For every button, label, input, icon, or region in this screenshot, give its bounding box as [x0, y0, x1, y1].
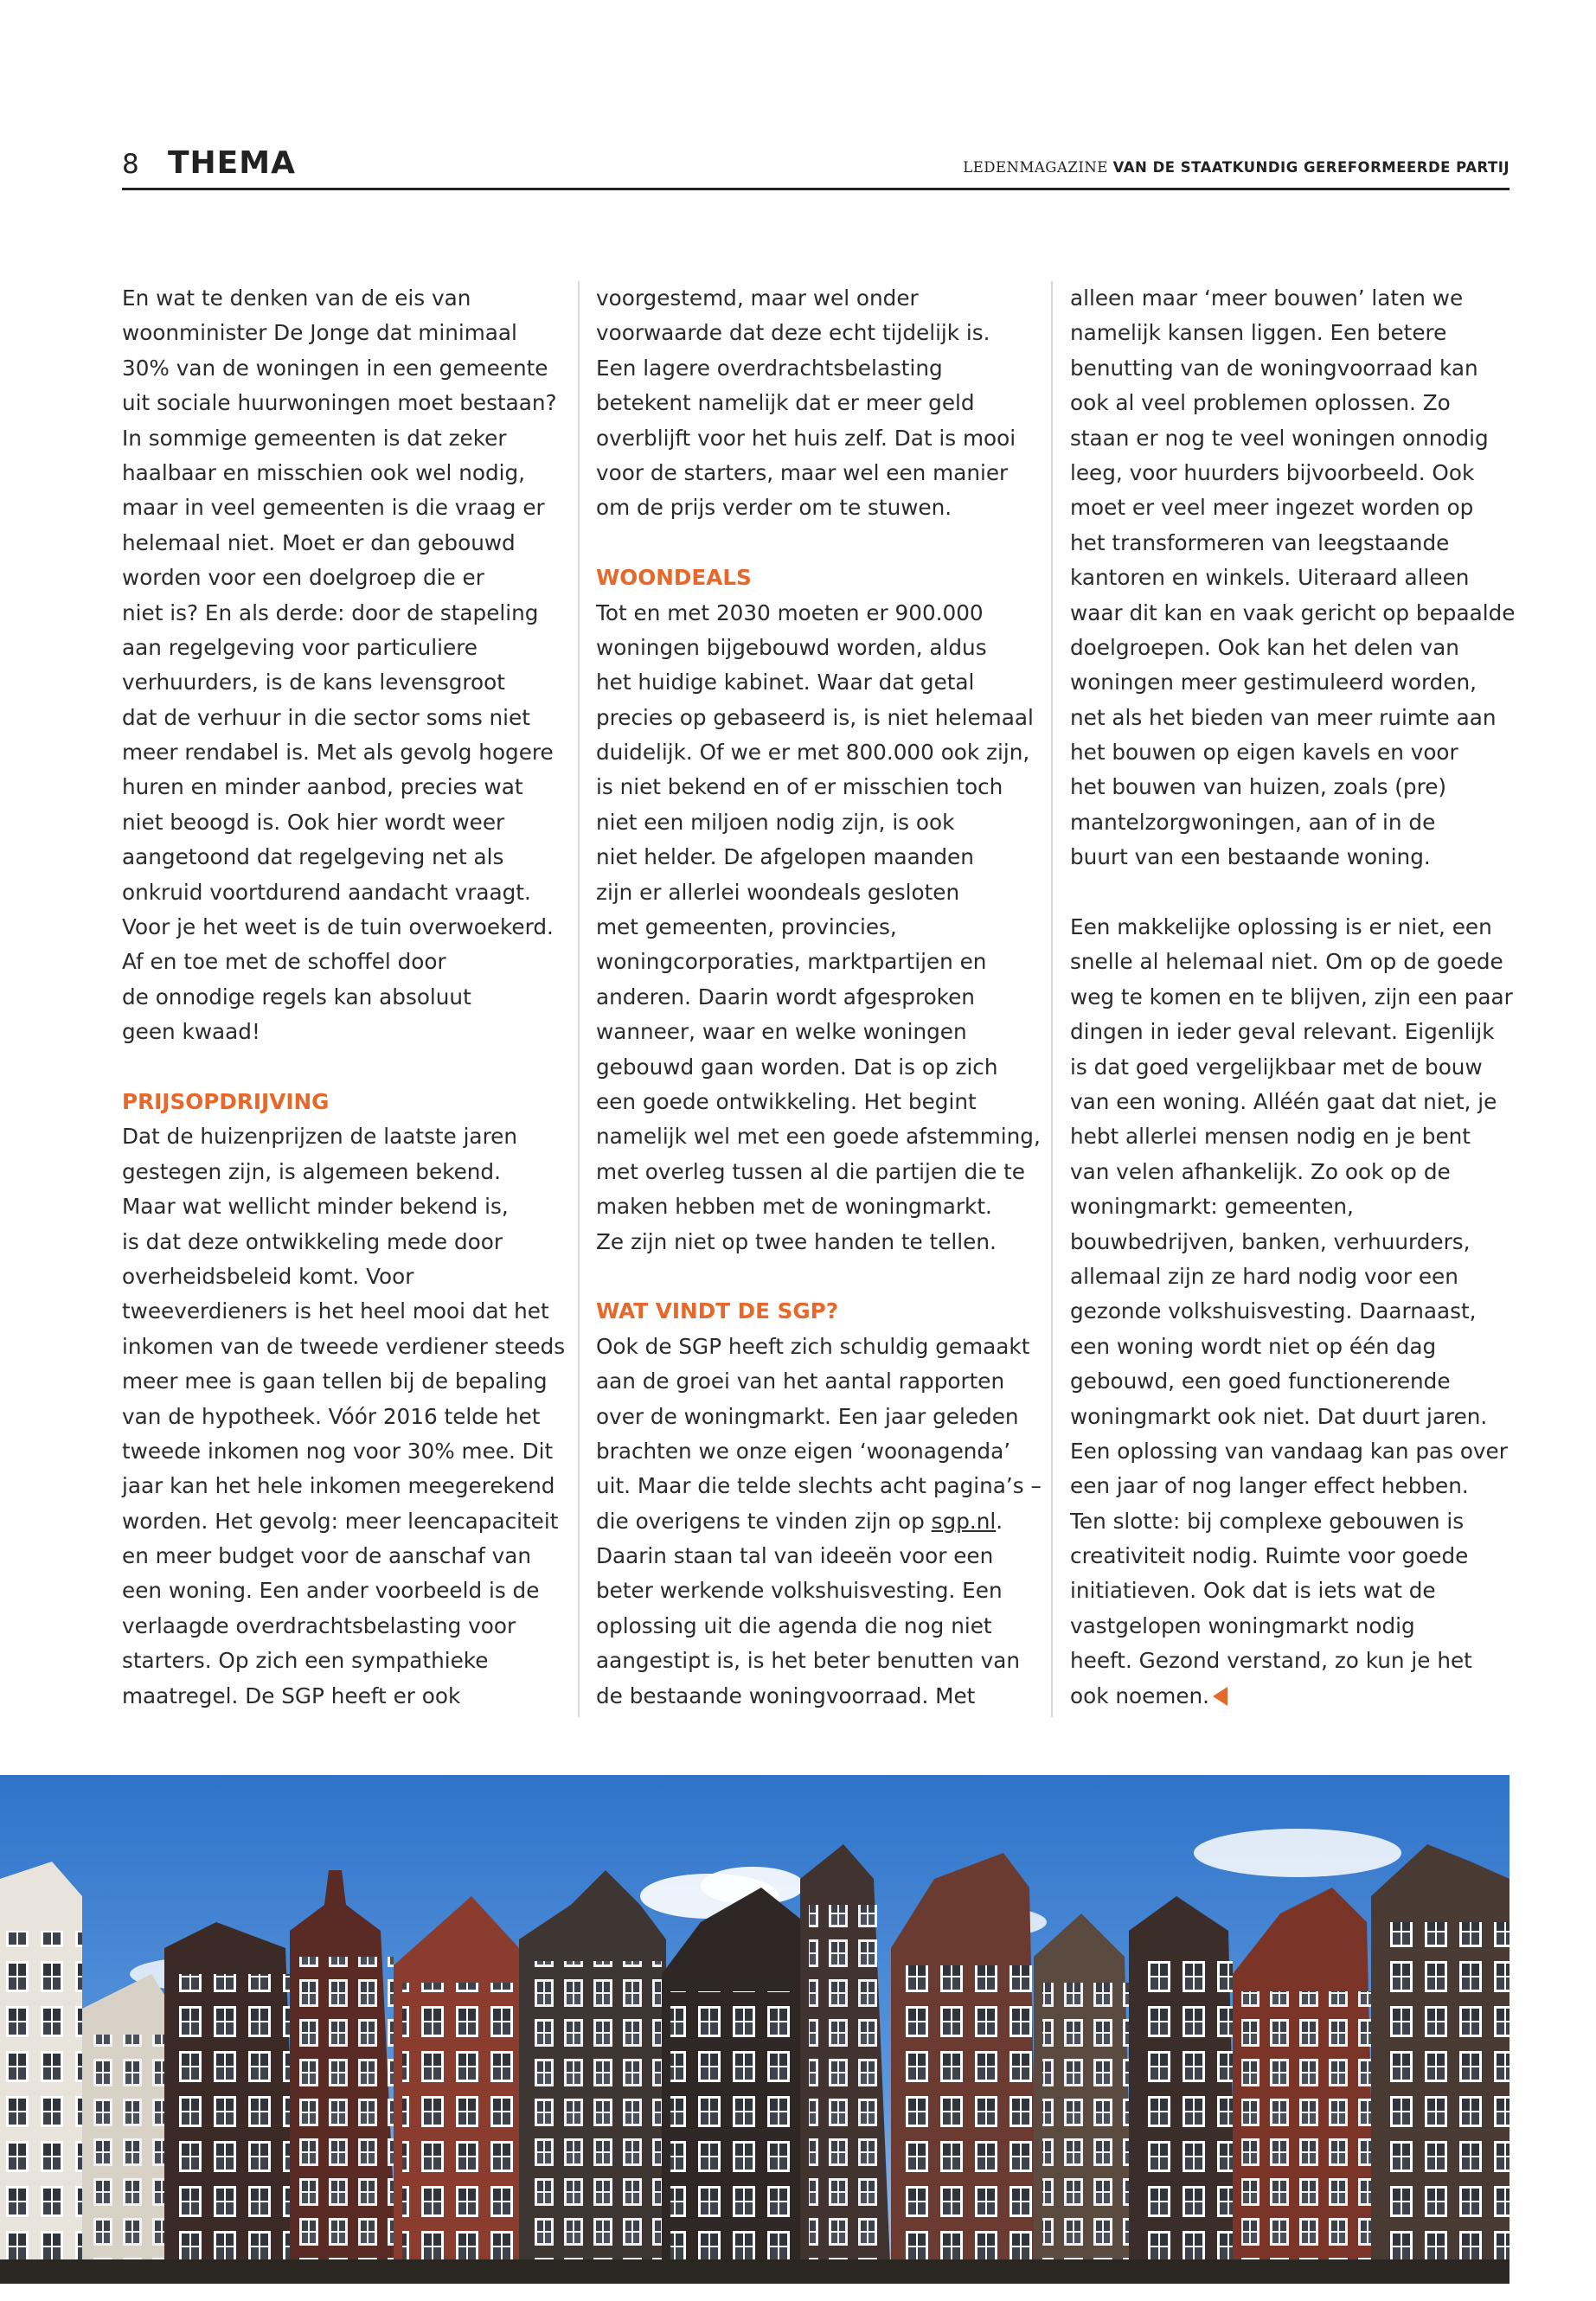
text-line: en meer budget voor de aanschaf van [122, 1543, 532, 1569]
text-line: weg te komen en te blijven, zijn een paar [1070, 984, 1513, 1009]
paragraph [122, 1119, 566, 1714]
text-line: namelijk kansen liggen. Een betere [1070, 320, 1447, 346]
text-line: het transformeren van leegstaande [1070, 529, 1450, 555]
text-line: Dat de huizenprijzen de laatste jaren [122, 1124, 518, 1150]
text-line: huren en minder aanbod, precies wat [122, 774, 523, 800]
text-line: ook al veel problemen oplossen. Zo [1070, 390, 1451, 416]
subheading-woondeals: WOONDEALS [596, 565, 752, 591]
text-line: het bouwen op eigen kavels en voor [1070, 740, 1458, 766]
page-number: 8 [122, 149, 139, 180]
text-line: Ze zijn niet op twee handen te tellen. [596, 1228, 997, 1254]
text-line: dat de verhuur in die sector soms niet [122, 704, 530, 730]
text-line: beter werkende volkshuisvesting. Een [596, 1578, 1003, 1604]
text-line: aangetoond dat regelgeving net als [122, 844, 504, 870]
text-line: waar dit kan en vaak gericht op bepaalde [1070, 599, 1516, 625]
text-line: een woning. Een ander voorbeeld is de [122, 1578, 540, 1604]
paragraph [596, 1539, 1037, 1714]
text-line: jaar kan het hele inkomen meegerekend [122, 1473, 555, 1499]
text-line: vastgelopen woningmarkt nodig [1070, 1612, 1415, 1638]
text-line: met overleg tussen al die partijen die te [596, 1158, 1025, 1184]
text-line: van een woning. Alléén gaat dat niet, je [1070, 1088, 1497, 1114]
subheading-wat-vindt-de-sgp: WAT VINDT DE SGP? [596, 1298, 839, 1324]
text-line: om de prijs verder om te stuwen. [596, 495, 952, 521]
text-line: woningmarkt: gemeenten, [1070, 1194, 1354, 1220]
text-line: allemaal zijn ze hard nodig voor een [1070, 1263, 1458, 1289]
text-line: buurt van een bestaande woning. [1070, 844, 1431, 870]
text-line: maatregel. De SGP heeft er ook [122, 1682, 461, 1708]
text-line: voorgestemd, maar wel onder [596, 285, 919, 311]
canal-houses-photo [0, 1775, 1509, 2284]
text-line: initiatieven. Ook dat is iets wat de [1070, 1578, 1436, 1604]
text-line: haalbaar en misschien ook wel nodig, [122, 459, 526, 485]
text-line: verhuurders, is de kans levensgroot [122, 670, 505, 695]
text-line: niet is? En als derde: door de stapeling [122, 599, 539, 625]
text-line: moet er veel meer ingezet worden op [1070, 495, 1474, 521]
text-line: En wat te denken van de eis van [122, 285, 471, 311]
section-title: THEMA [168, 145, 296, 181]
text-line: met gemeenten, provincies, [596, 914, 897, 940]
masthead [963, 159, 1509, 176]
text-line: woningmarkt ook niet. Dat duurt jaren. [1070, 1403, 1488, 1429]
text-column-1 [122, 281, 566, 1714]
paragraph [596, 596, 1041, 1259]
text-line: Een lagere overdrachtsbelasting [596, 355, 943, 381]
text-line: starters. Op zich een sympathieke [122, 1648, 489, 1674]
column-divider [578, 281, 580, 1717]
text-line: helemaal niet. Moet er dan gebouwd [122, 529, 516, 555]
sgp-link[interactable]: sgp.nl [931, 1508, 997, 1534]
text-line: Daarin staan tal van ideeën voor een [596, 1543, 994, 1569]
text-line: van velen afhankelijk. Zo ook op de [1070, 1158, 1451, 1184]
text-line: maar in veel gemeenten is die vraag er [122, 495, 545, 521]
text-line: Maar wat wellicht minder bekend is, [122, 1194, 509, 1220]
text-line: mantelzorgwoningen, aan of in de [1070, 809, 1436, 835]
text-line: is dat deze ontwikkeling mede door [122, 1228, 503, 1254]
text-line: tweeverdieners is het heel mooi dat het [122, 1298, 549, 1324]
text-line: tweede inkomen nog voor 30% mee. Dit [122, 1438, 554, 1464]
text-line: het huidige kabinet. Waar dat getal [596, 670, 975, 695]
text-line: worden voor een doelgroep die er [122, 565, 484, 591]
paragraph [1070, 281, 1516, 875]
text-line: Ten slotte: bij complexe gebouwen is [1070, 1508, 1465, 1534]
text-line [596, 1504, 1037, 1539]
text-line: duidelijk. Of we er met 800.000 ook zijn, [596, 740, 1030, 766]
text-line: heeft. Gezond verstand, zo kun je het [1070, 1648, 1472, 1674]
text-line: zijn er allerlei woondeals gesloten [596, 879, 960, 905]
text-line: niet een miljoen nodig zijn, is ook [596, 809, 955, 835]
text-line: het bouwen van huizen, zoals (pre) [1070, 774, 1447, 800]
text-line: net als het bieden van meer ruimte aan [1070, 704, 1497, 730]
text-line: gestegen zijn, is algemeen bekend. [122, 1158, 501, 1184]
text-line: staan er nog te veel woningen onnodig [1070, 425, 1489, 451]
text-span: ook noemen. [1070, 1682, 1210, 1708]
text-line: uit. Maar die telde slechts acht pagina’s – [596, 1473, 1042, 1499]
text-line: een goede ontwikkeling. Het begint [596, 1088, 977, 1114]
text-line: snelle al helemaal niet. Om op de goede [1070, 949, 1503, 975]
text-line [1070, 1679, 1511, 1714]
text-line: aangestipt is, is het beter benutten van [596, 1648, 1021, 1674]
end-mark-icon [1213, 1687, 1227, 1706]
text-line: Tot en met 2030 moeten er 900.000 [596, 599, 984, 625]
text-line: Een makkelijke oplossing is er niet, een [1070, 914, 1492, 940]
party-label: VAN DE STAATKUNDIG GEREFORMEERDE PARTIJ [1112, 159, 1509, 176]
text-line: woningen meer gestimuleerd worden, [1070, 670, 1477, 695]
text-line: anderen. Daarin wordt afgesproken [596, 984, 975, 1009]
text-line: over de woningmarkt. Een jaar geleden [596, 1403, 1019, 1429]
text-line: niet helder. De afgelopen maanden [596, 844, 974, 870]
text-column-3 [1070, 281, 1516, 1714]
text-line: geen kwaad! [122, 1019, 260, 1045]
text-line: leeg, voor huurders bijvoorbeeld. Ook [1070, 459, 1475, 485]
text-line: aan regelgeving voor particuliere [122, 634, 478, 660]
text-line: kantoren en winkels. Uiteraard alleen [1070, 565, 1470, 591]
paragraph [596, 1330, 1042, 1504]
text-line: meer mee is gaan tellen bij de bepaling [122, 1368, 548, 1394]
text-column-2 [596, 281, 1042, 1714]
text-span: . [996, 1508, 1003, 1534]
text-line: voor de starters, maar wel een manier [596, 459, 1009, 485]
paragraph [122, 281, 563, 1050]
text-line: gebouwd gaan worden. Dat is op zich [596, 1054, 998, 1080]
text-line: maken hebben met de woningmarkt. [596, 1194, 992, 1220]
text-line: brachten we onze eigen ‘woonagenda’ [596, 1438, 1011, 1464]
text-line: de onnodige regels kan absoluut [122, 984, 471, 1009]
text-line: meer rendabel is. Met als gevolg hogere [122, 740, 554, 766]
text-line: gebouwd, een goed functionerende [1070, 1368, 1451, 1394]
text-line: Een oplossing van vandaag kan pas over [1070, 1438, 1508, 1464]
text-line: niet beoogd is. Ook hier wordt weer [122, 809, 505, 835]
text-span: die overigens te vinden zijn op [596, 1508, 932, 1534]
text-line: doelgroepen. Ook kan het delen van [1070, 634, 1459, 660]
text-line: In sommige gemeenten is dat zeker [122, 425, 507, 451]
magazine-label: LEDENMAGAZINE [963, 159, 1108, 176]
page-header [122, 145, 1509, 190]
column-divider [1051, 281, 1053, 1717]
text-line: inkomen van de tweede verdiener steeds [122, 1333, 566, 1359]
text-line: oplossing uit die agenda die nog niet [596, 1612, 992, 1638]
text-line: is niet bekend en of er misschien toch [596, 774, 1003, 800]
text-line: de bestaande woningvoorraad. Met [596, 1682, 976, 1708]
text-line: woningcorporaties, marktpartijen en [596, 949, 987, 975]
text-line: benutting van de woningvoorraad kan [1070, 355, 1478, 381]
text-line: worden. Het gevolg: meer leencapaciteit [122, 1508, 559, 1534]
text-line: een woning wordt niet op één dag [1070, 1333, 1437, 1359]
text-line: gezonde volkshuisvesting. Daarnaast, [1070, 1298, 1477, 1324]
text-line: van de hypotheek. Vóór 2016 telde het [122, 1403, 541, 1429]
header-rule [122, 188, 1509, 190]
text-line: aan de groei van het aantal rapporten [596, 1368, 1005, 1394]
text-line: betekent namelijk dat er meer geld [596, 390, 975, 416]
text-line: woonminister De Jonge dat minimaal [122, 320, 517, 346]
text-line: verlaagde overdrachtsbelasting voor [122, 1612, 516, 1638]
text-line: woningen bijgebouwd worden, aldus [596, 634, 987, 660]
text-line: overblijft voor het huis zelf. Dat is mooi [596, 425, 1016, 451]
text-line: Ook de SGP heeft zich schuldig gemaakt [596, 1333, 1030, 1359]
paragraph [1070, 910, 1511, 1679]
subheading-prijsopdrijving: PRIJSOPDRIJVING [122, 1088, 330, 1114]
text-line: dingen in ieder geval relevant. Eigenlijk [1070, 1019, 1495, 1045]
text-line: creativiteit nodig. Ruimte voor goede [1070, 1543, 1469, 1569]
text-line: wanneer, waar en welke woningen [596, 1019, 967, 1045]
text-line: uit sociale huurwoningen moet bestaan? [122, 390, 557, 416]
text-line: alleen maar ‘meer bouwen’ laten we [1070, 285, 1464, 311]
text-line: overheidsbeleid komt. Voor [122, 1263, 414, 1289]
text-line: bouwbedrijven, banken, verhuurders, [1070, 1228, 1471, 1254]
text-line: precies op gebaseerd is, is niet helemaal [596, 704, 1034, 730]
text-line: 30% van de woningen in een gemeente [122, 355, 548, 381]
text-line: is dat goed vergelijkbaar met de bouw [1070, 1054, 1483, 1080]
text-line: hebt allerlei mensen nodig en je bent [1070, 1124, 1471, 1150]
paragraph [596, 281, 1037, 526]
text-line: voorwaarde dat deze echt tijdelijk is. [596, 320, 990, 346]
canal-houses-illustration [0, 1775, 1509, 2284]
text-line: een jaar of nog langer effect hebben. [1070, 1473, 1469, 1499]
text-line: Af en toe met de schoffel door [122, 949, 446, 975]
text-line: Voor je het weet is de tuin overwoekerd. [122, 914, 554, 940]
text-line: onkruid voortdurend aandacht vraagt. [122, 879, 531, 905]
text-line: namelijk wel met een goede afstemming, [596, 1124, 1041, 1150]
